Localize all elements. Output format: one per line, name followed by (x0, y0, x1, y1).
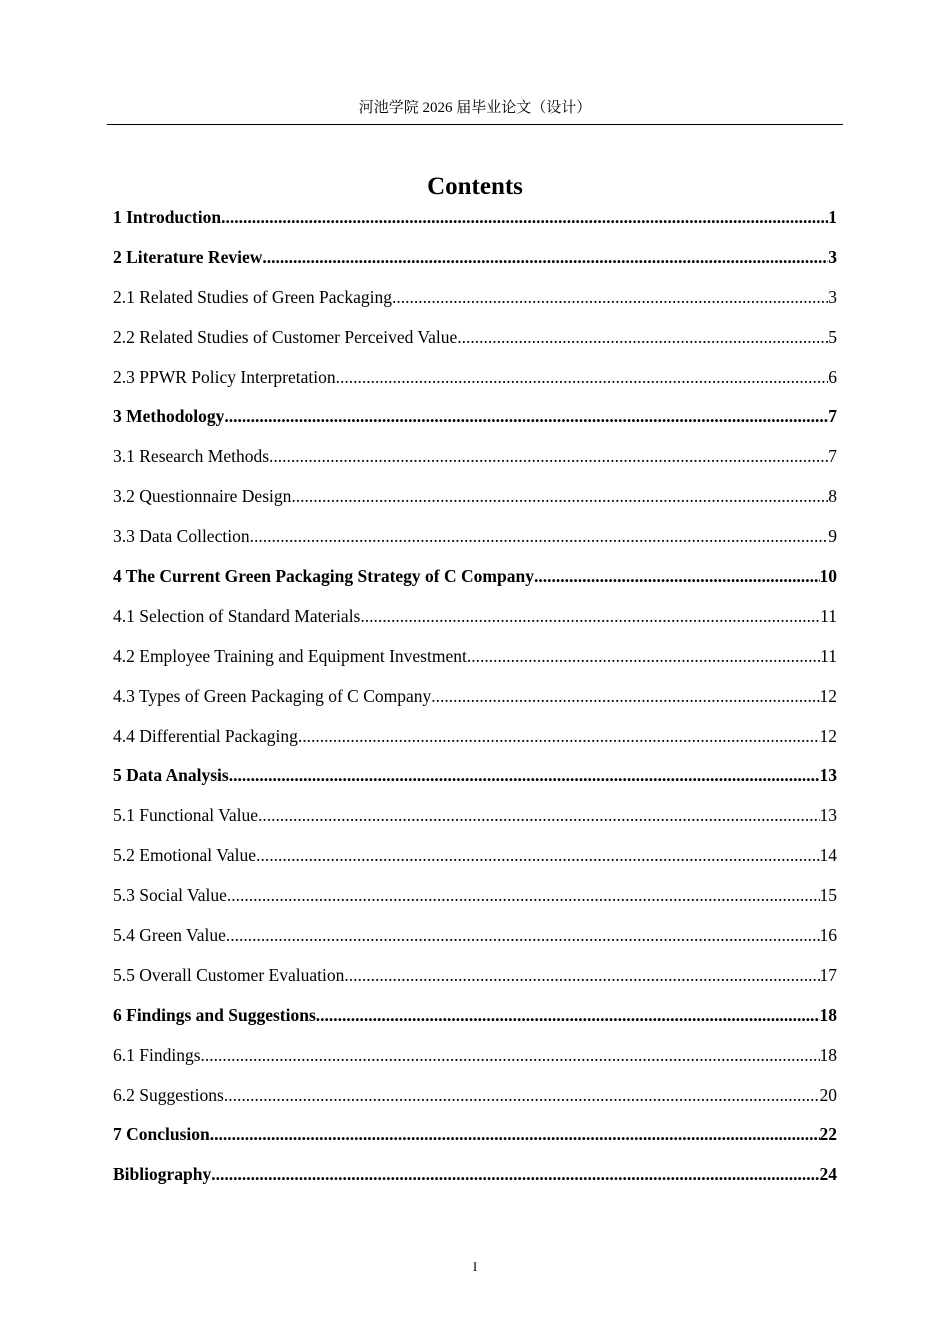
toc-entry-page: 22 (819, 1124, 837, 1145)
toc-entry-title: 4.4 Differential Packaging (113, 725, 298, 746)
toc-entry[interactable] (113, 722, 837, 762)
toc-entry-title: 4.1 Selection of Standard Materials (113, 605, 361, 626)
toc-dot-leader (262, 243, 828, 271)
toc-entry-title: 1 Introduction (113, 207, 222, 227)
toc-dot-leader (431, 682, 819, 710)
toc-entry[interactable] (113, 1120, 837, 1160)
toc-entry-page: 6 (828, 366, 837, 387)
toc-entry[interactable] (113, 283, 837, 323)
toc-entry-page: 3 (828, 246, 837, 267)
toc-entry[interactable] (113, 841, 837, 881)
toc-entry-title: 6 Findings and Suggestions (113, 1004, 316, 1025)
toc-entry-title: 6.1 Findings (113, 1044, 201, 1065)
toc-entry[interactable] (113, 562, 837, 602)
toc-dot-leader (224, 402, 828, 430)
toc-entry-page: 24 (819, 1164, 837, 1185)
toc-dot-leader (316, 1001, 820, 1029)
toc-dot-leader (291, 482, 828, 510)
toc-entry[interactable] (113, 682, 837, 722)
toc-dot-leader (467, 642, 820, 670)
toc-entry-title: 2.1 Related Studies of Green Packaging (113, 286, 392, 307)
toc-entry-title: 2 Literature Review (113, 246, 263, 267)
toc-dot-leader (534, 562, 820, 590)
toc-dot-leader (201, 1041, 820, 1069)
toc-dot-leader (224, 1081, 820, 1109)
toc-entry[interactable] (113, 442, 837, 482)
toc-dot-leader (226, 921, 820, 949)
toc-dot-leader (221, 203, 828, 231)
toc-entry-page: 16 (819, 925, 837, 946)
toc-dot-leader (258, 801, 819, 829)
toc-entry-title: 5.4 Green Value (113, 925, 226, 946)
toc-entry-page: 7 (828, 446, 837, 467)
toc-entry[interactable] (113, 1041, 837, 1081)
toc-dot-leader (250, 522, 829, 550)
toc-entry-title: 5.3 Social Value (113, 885, 227, 906)
toc-dot-leader (210, 1120, 820, 1148)
toc-entry-title: 5.1 Functional Value (113, 805, 259, 826)
toc-dot-leader (457, 323, 828, 351)
toc-entry[interactable] (113, 1160, 837, 1200)
toc-entry[interactable] (113, 203, 837, 243)
toc-entry-page: 18 (819, 1004, 837, 1025)
toc-dot-leader (256, 841, 819, 869)
toc-entry-title: 6.2 Suggestions (113, 1084, 224, 1105)
toc-dot-leader (227, 881, 820, 909)
toc-dot-leader (392, 283, 828, 311)
toc-entry[interactable] (113, 881, 837, 921)
toc-entry-page: 9 (828, 526, 837, 547)
toc-entry-title: 4 The Current Green Packaging Strategy of C Company (113, 566, 534, 587)
toc-entry-page: 1 (828, 207, 837, 227)
toc-entry-title: 5.5 Overall Customer Evaluation (113, 964, 345, 985)
toc-entry[interactable] (113, 1001, 837, 1041)
toc-dot-leader (360, 602, 820, 630)
toc-dot-leader (269, 442, 828, 470)
page-title: Contents (427, 172, 523, 200)
toc-entry-page: 17 (819, 964, 837, 985)
toc-entry-title: 7 Conclusion (113, 1124, 210, 1145)
toc-entry-page: 10 (819, 566, 837, 587)
toc-entry-page: 13 (819, 765, 837, 786)
toc-entry-title: 3.1 Research Methods (113, 446, 270, 467)
toc-entry-page: 15 (819, 885, 837, 906)
page-number: I (472, 1259, 478, 1274)
toc-entry-title: 5 Data Analysis (113, 765, 229, 786)
toc-entry[interactable] (113, 921, 837, 961)
toc-entry[interactable] (113, 642, 837, 682)
toc-dot-leader (298, 722, 820, 750)
toc-entry[interactable] (113, 761, 837, 801)
toc-entry[interactable] (113, 482, 837, 522)
toc-entry-page: 5 (828, 326, 837, 347)
toc-entry[interactable] (113, 522, 837, 562)
toc-dot-leader (344, 961, 819, 989)
toc-entry-page: 3 (828, 286, 837, 307)
toc-entry-title: 2.3 PPWR Policy Interpretation (113, 366, 336, 387)
toc-entry-title: 3 Methodology (113, 406, 225, 427)
toc-entry-title: 5.2 Emotional Value (113, 845, 257, 866)
toc-entry-title: Bibliography (113, 1164, 212, 1185)
toc-entry-page: 12 (819, 685, 837, 706)
toc-entry-title: 3.3 Data Collection (113, 526, 250, 547)
toc-entry-page: 20 (819, 1084, 837, 1105)
toc-entry-title: 4.2 Employee Training and Equipment Investment (113, 645, 467, 666)
toc-entry-page: 12 (819, 725, 837, 746)
toc-dot-leader (336, 363, 829, 391)
toc-entry[interactable] (113, 961, 837, 1001)
toc-entry[interactable] (113, 801, 837, 841)
toc-entry-page: 18 (819, 1044, 837, 1065)
toc-entry-page: 7 (828, 406, 837, 427)
toc-dot-leader (211, 1160, 819, 1188)
toc-entry-title: 2.2 Related Studies of Customer Perceived Value (113, 326, 458, 347)
toc-entry-page: 13 (819, 805, 837, 826)
toc-entry-title: 3.2 Questionnaire Design (113, 486, 292, 507)
toc-entry[interactable] (113, 363, 837, 403)
toc-entry-page: 11 (820, 605, 837, 626)
toc-entry[interactable] (113, 323, 837, 363)
toc-entry[interactable] (113, 402, 837, 442)
toc-entry-page: 11 (820, 645, 837, 666)
toc-entry-title: 4.3 Types of Green Packaging of C Company (113, 685, 432, 706)
running-header: 河池学院 2026 届毕业论文（设计） (358, 100, 592, 116)
toc-entry[interactable] (113, 1081, 837, 1121)
header-rule (107, 124, 843, 125)
toc-entry[interactable] (113, 602, 837, 642)
toc-entry-page: 14 (819, 845, 837, 866)
toc-dot-leader (229, 761, 820, 789)
toc-entry-page: 8 (828, 486, 837, 507)
toc-entry[interactable] (113, 243, 837, 283)
table-of-contents (113, 203, 837, 1200)
